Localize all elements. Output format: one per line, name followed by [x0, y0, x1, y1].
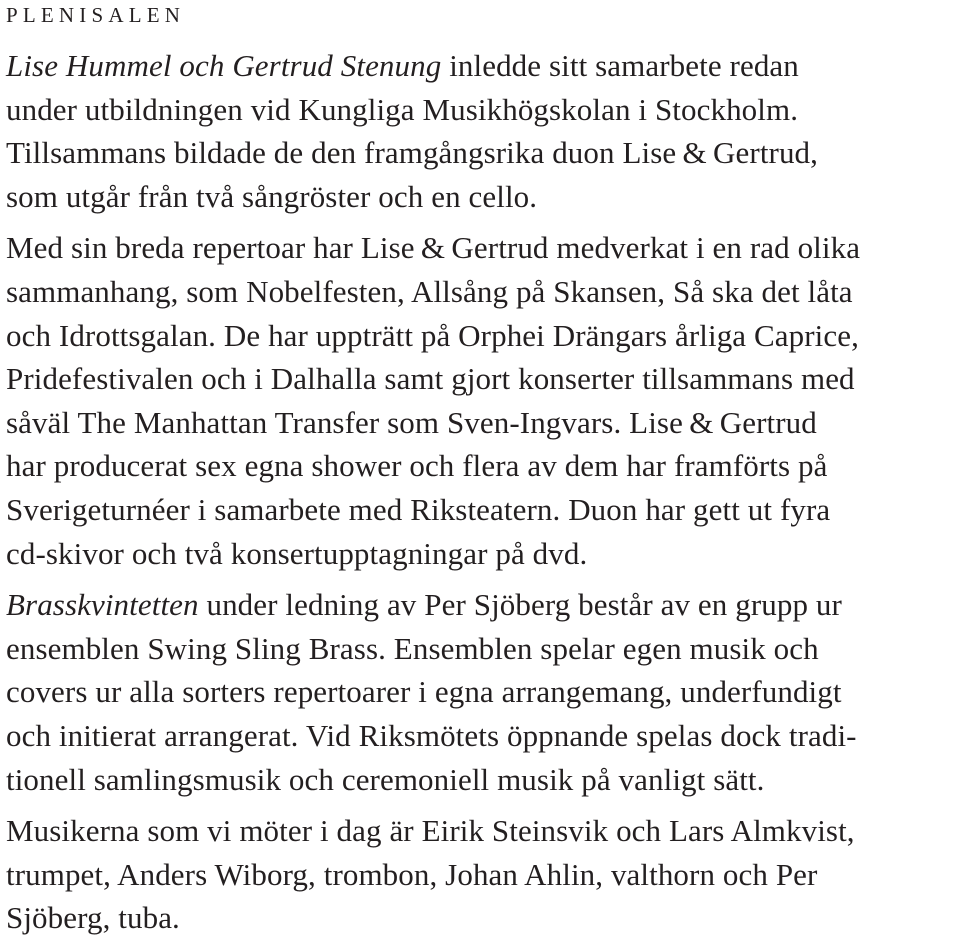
- text-line: Musikerna som vi möter i dag är Eirik Steinsvik och Lars Almkvist,: [6, 813, 855, 849]
- text-line: såväl The Manhattan Transfer som Sven-Ingvars. Lise & Gertrud: [6, 404, 817, 440]
- text-line: trumpet, Anders Wiborg, trombon, Johan Ahlin, valthorn och Per: [6, 856, 818, 892]
- paragraph-brass-quintet: [6, 583, 958, 801]
- text-line: har producerat sex egna shower och flera av dem har framförts på: [6, 448, 828, 484]
- text-line: och Idrottsgalan. De har uppträtt på Orphei Drängars årliga Caprice,: [6, 317, 859, 353]
- paragraph-duo-repertoire: [6, 226, 958, 575]
- paragraph-duo-intro: [6, 44, 958, 218]
- document-page: [6, 0, 958, 940]
- text-line: Brasskvintetten under ledning av Per Sjöberg består av en grupp ur: [6, 587, 842, 623]
- performer-names: Lise Hummel och Gertrud Stenung: [6, 48, 442, 83]
- text-line: tionell samlingsmusik och ceremoniell musik på vanligt sätt.: [6, 761, 765, 797]
- section-heading: PLENISALEN: [6, 3, 186, 27]
- text-line: cd-skivor och två konsertupptagningar på dvd.: [6, 535, 588, 571]
- text-line: Sjöberg, tuba.: [6, 900, 180, 936]
- text-line: som utgår från två sångröster och en cello.: [6, 178, 538, 214]
- text-line: under utbildningen vid Kungliga Musikhögskolan i Stockholm.: [6, 91, 799, 127]
- text-line: sammanhang, som Nobelfesten, Allsång på Skansen, Så ska det låta: [6, 273, 853, 309]
- text-line: covers ur alla sorters repertoarer i egna arrangemang, underfundigt: [6, 674, 842, 710]
- text-line: Tillsammans bildade de den framgångsrika duon Lise & Gertrud,: [6, 135, 819, 171]
- ensemble-name: Brasskvintetten: [6, 587, 199, 623]
- paragraph-musicians: [6, 809, 958, 940]
- text-line: Pridefestivalen och i Dalhalla samt gjort konserter tillsammans med: [6, 361, 855, 397]
- text-line: Med sin breda repertoar har Lise & Gertrud medverkat i en rad olika: [6, 230, 861, 266]
- text-line: Sverigeturnéer i samarbete med Riksteatern. Duon har gett ut fyra: [6, 491, 831, 527]
- text-line: och initierat arrangerat. Vid Riksmötets öppnande spelas dock tradi-: [6, 717, 857, 753]
- text-line: ensemblen Swing Sling Brass. Ensemblen spelar egen musik och: [6, 630, 819, 666]
- text-line: Lise Hummel och Gertrud Stenung inledde sitt samarbete redan: [6, 48, 799, 83]
